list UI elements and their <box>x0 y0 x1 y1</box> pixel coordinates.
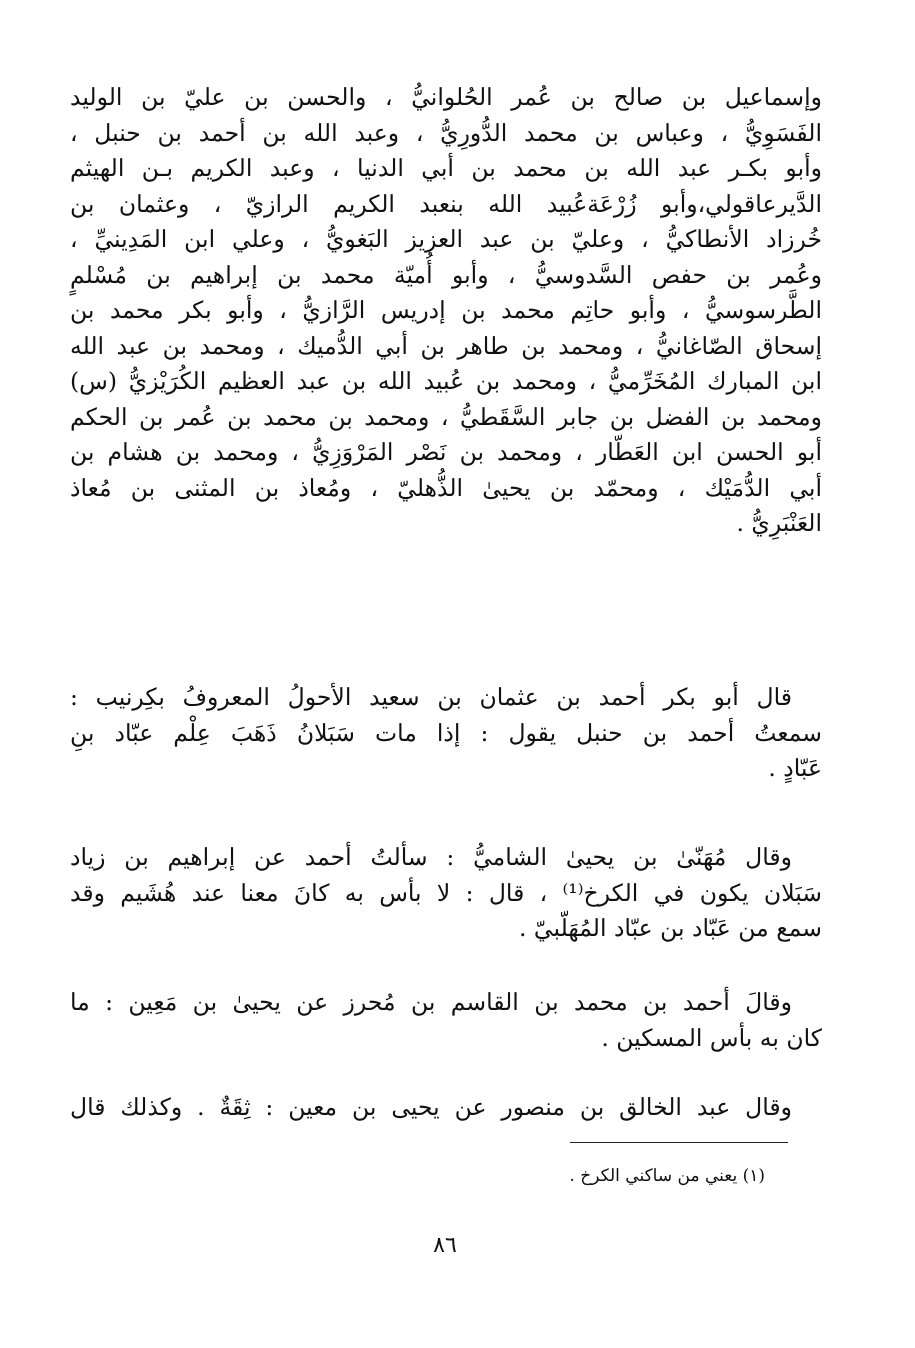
text-line: سمعتُ أحمد بن حنبل يقول : إذا مات سَبَلانُ ذَهَبَ عِلْم عبّاد بنِ <box>70 718 822 747</box>
text-line: الفَسَوِيُّ ، وعباس بن محمد الدُّورِيُّ ، وعبد الله بن أحمد بن حنبل ، <box>70 118 822 147</box>
paragraph-muhanna-quote <box>70 840 822 947</box>
text-line: سمع من عَبّاد بن عبّاد المُهَلّبيّ . <box>518 914 822 942</box>
text-line: أبو الحسن ابن العَطّار ، ومحمد بن نَصْر المَرْوَزِيُّ ، ومحمد بن هشام بن <box>70 438 822 466</box>
text-line: الطَّرسوسيُّ ، وأبو حاتِم محمد بن إدريس الرَّازيُّ ، وأبو بكر محمد بن <box>70 296 822 324</box>
footnote: (١) يعني من ساكني الكرخ . <box>569 1166 765 1186</box>
text-line: وأبو بكـر عبد الله بن محمد بن أبي الدنيا ، وعبد الكريم بـن الهيثم <box>70 154 822 182</box>
text-line: ومحمد بن الفضل بن جابر السَّقَطيُّ ، ومحمد بن محمد بن عُمر بن الحكم <box>70 402 822 431</box>
paragraph-ibn-muhriz-quote <box>70 985 822 1056</box>
paragraph-abd-al-khaliq-quote <box>70 1090 822 1126</box>
text-line: إسحاق الصّاغانيُّ ، ومحمد بن طاهر بن أبي الدُّميك ، ومحمد بن عبد الله <box>70 331 822 360</box>
text-line: ابن المبارك المُخَرِّميُّ ، ومحمد بن عُبيد الله بن عبد العظيم الكُرَيْزيُّ (س) <box>70 367 822 395</box>
text-line: وعُمر بن حفص السَّدوسيُّ ، وأبو أُميّة محمد بن إبراهيم بن مُسْلمٍ <box>70 260 822 289</box>
paragraph-narrators-list <box>70 80 822 542</box>
text-line: العَنْبَرِيُّ . <box>736 509 822 537</box>
footnote-divider <box>570 1142 788 1143</box>
text-line: سَبَلان يكون في الكرخ⁽¹⁾ ، قال : لا بأس به كانَ معنا عند هُشَيم وقد <box>70 878 822 907</box>
paragraph-karnib-quote <box>70 680 822 787</box>
text-line: وقال عبد الخالق بن منصور عن يحيى بن معين : ثِقَةٌ . وكذلك قال <box>70 1093 792 1121</box>
text-line: عَبّادٍ . <box>768 754 822 782</box>
text-line: خُرزاد الأنطاكيُّ ، وعليّ بن عبد العزيز البَغويُّ ، وعلي ابن المَدِينيِّ ، <box>70 225 822 253</box>
text-line: وقالَ أحمد بن محمد بن القاسم بن مُحرز عن يحيىٰ بن مَعِين : ما <box>70 988 792 1016</box>
text-line: وإسماعيل بن صالح بن عُمر الحُلوانيُّ ، والحسن بن عليّ بن الوليد <box>70 83 822 111</box>
text-line: قال أبو بكر أحمد بن عثمان بن سعيد الأحولُ المعروفُ بكِرنيب : <box>70 683 792 711</box>
text-line: الدَّيرعاقولي،وأبو زُرْعَةعُبيد الله بنعبد الكريم الرازيّ ، وعثمان بن <box>70 189 822 218</box>
text-line: أبي الدُّمَيْك ، ومحمّد بن يحيىٰ الذُّهليّ ، ومُعاذ بن المثنى بن مُعاذ <box>70 473 822 502</box>
text-line: كان به بأس المسكين . <box>601 1023 822 1052</box>
page-number: ٨٦ <box>433 1233 457 1258</box>
text-line: وقال مُهَنّىٰ بن يحيىٰ الشاميُّ : سألتُ أحمد عن إبراهيم بن زياد <box>70 843 792 871</box>
